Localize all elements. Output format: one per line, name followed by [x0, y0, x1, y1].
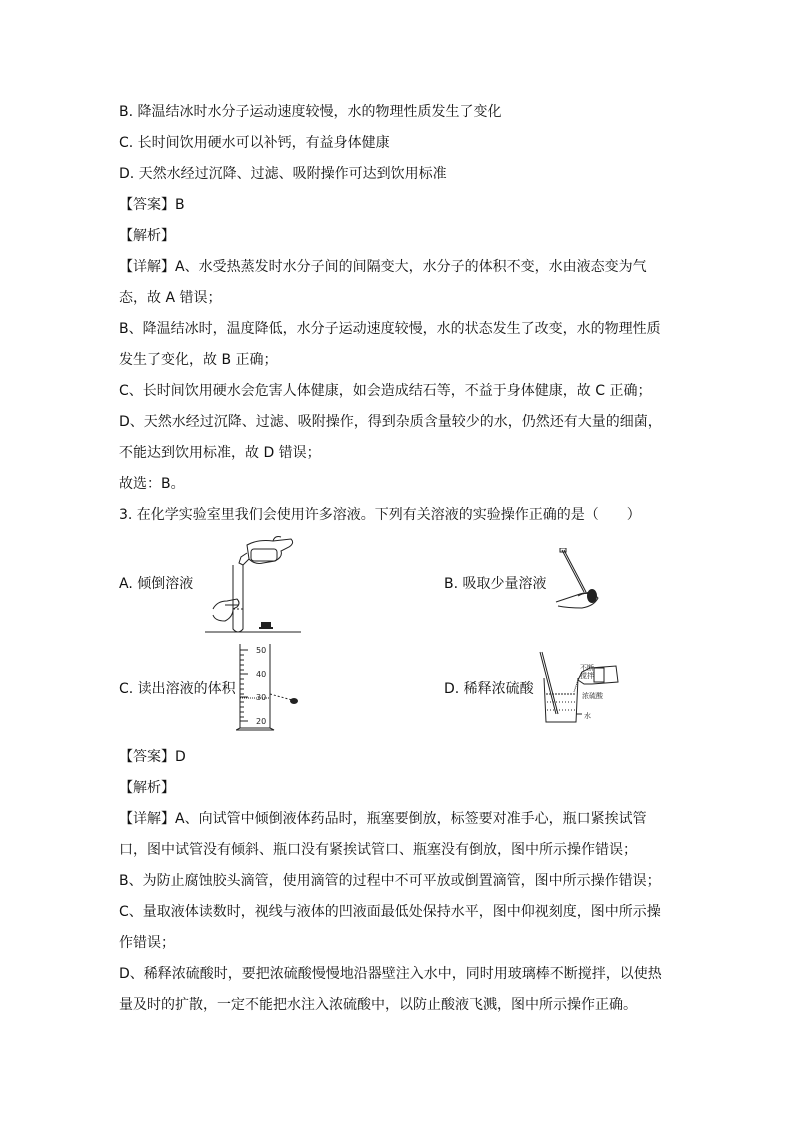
option-c-text: C. 长时间饮用硬水可以补钙，有益身体健康: [119, 135, 390, 151]
dilution-figure: [538, 648, 622, 728]
pouring-figure: [203, 535, 303, 635]
option-a-label: A. 倾倒溶液: [119, 576, 194, 592]
explanation-line: C、长时间饮用硬水会危害人体健康，如会造成结石等，不益于身体健康，故 C 正确；: [119, 383, 652, 399]
conclusion-line: 故选：B。: [119, 476, 185, 492]
explanation-line: C、量取液体读数时，视线与液体的凹液面最低处保持水平，图中仰视刻度，图中所示操: [119, 904, 661, 920]
explanation-line: 发生了变化，故 B 正确；: [119, 352, 278, 368]
explanation-line: D、天然水经过沉降、过滤、吸附操作，得到杂质含量较少的水，仍然还有大量的细菌，: [119, 414, 662, 430]
cylinder-tick-label: 40: [256, 670, 267, 679]
dropper-figure: [548, 548, 608, 612]
option-b-label: B. 吸取少量溶液: [444, 576, 547, 592]
answer-label: 【答案】B: [119, 197, 185, 213]
explanation-line: 作错误；: [119, 935, 175, 951]
cylinder-tick-label: 50: [256, 646, 267, 655]
option-d-text: D. 天然水经过沉降、过滤、吸附操作可达到饮用标准: [119, 166, 447, 182]
option-b-text: B. 降温结冰时水分子运动速度较慢，水的物理性质发生了变化: [119, 104, 502, 120]
explanation-line: B、降温结冰时，温度降低，水分子运动速度较慢，水的状态发生了改变，水的物理性质: [119, 321, 661, 337]
dilution-label-acid: 浓硫酸: [582, 692, 603, 700]
option-d-label: D. 稀释浓硫酸: [444, 681, 534, 697]
answer-label: 【答案】D: [119, 749, 186, 765]
explanation-line: D、稀释浓硫酸时，要把浓硫酸慢慢地沿器壁注入水中，同时用玻璃棒不断搅拌，以使热: [119, 966, 662, 982]
analysis-label: 【解析】: [119, 228, 175, 244]
cylinder-figure: [236, 642, 316, 732]
explanation-line: 【详解】A、水受热蒸发时水分子间的间隔变大，水分子的体积不变，水由液态变为气: [119, 259, 647, 275]
dilution-label-stir: 不断: [580, 664, 594, 672]
analysis-label: 【解析】: [119, 780, 175, 796]
explanation-line: 态，故 A 错误；: [119, 290, 222, 306]
explanation-line: 口，图中试管没有倾斜、瓶口没有紧挨试管口、瓶塞没有倒放，图中所示操作错误；: [119, 842, 637, 858]
explanation-line: 不能达到饮用标准，故 D 错误；: [119, 445, 321, 461]
eye-icon: [290, 698, 298, 704]
explanation-line: 【详解】A、向试管中倾倒液体药品时，瓶塞要倒放，标签要对准手心，瓶口紧挨试管: [119, 811, 647, 827]
dilution-label-stir: 搅拌: [580, 672, 594, 680]
cylinder-tick-label: 20: [256, 717, 267, 726]
explanation-line: 量及时的扩散，一定不能把水注入浓硫酸中，以防止酸液飞溅，图中所示操作正确。: [119, 997, 637, 1013]
cylinder-tick-label: 30: [256, 693, 267, 702]
option-c-label: C. 读出溶液的体积: [119, 681, 236, 697]
explanation-line: B、为防止腐蚀胶头滴管，使用滴管的过程中不可平放或倒置滴管，图中所示操作错误；: [119, 873, 661, 889]
dilution-label-water: 水: [584, 712, 591, 720]
question-3: 3. 在化学实验室里我们会使用许多溶液。下列有关溶液的实验操作正确的是（ ）: [119, 507, 641, 523]
